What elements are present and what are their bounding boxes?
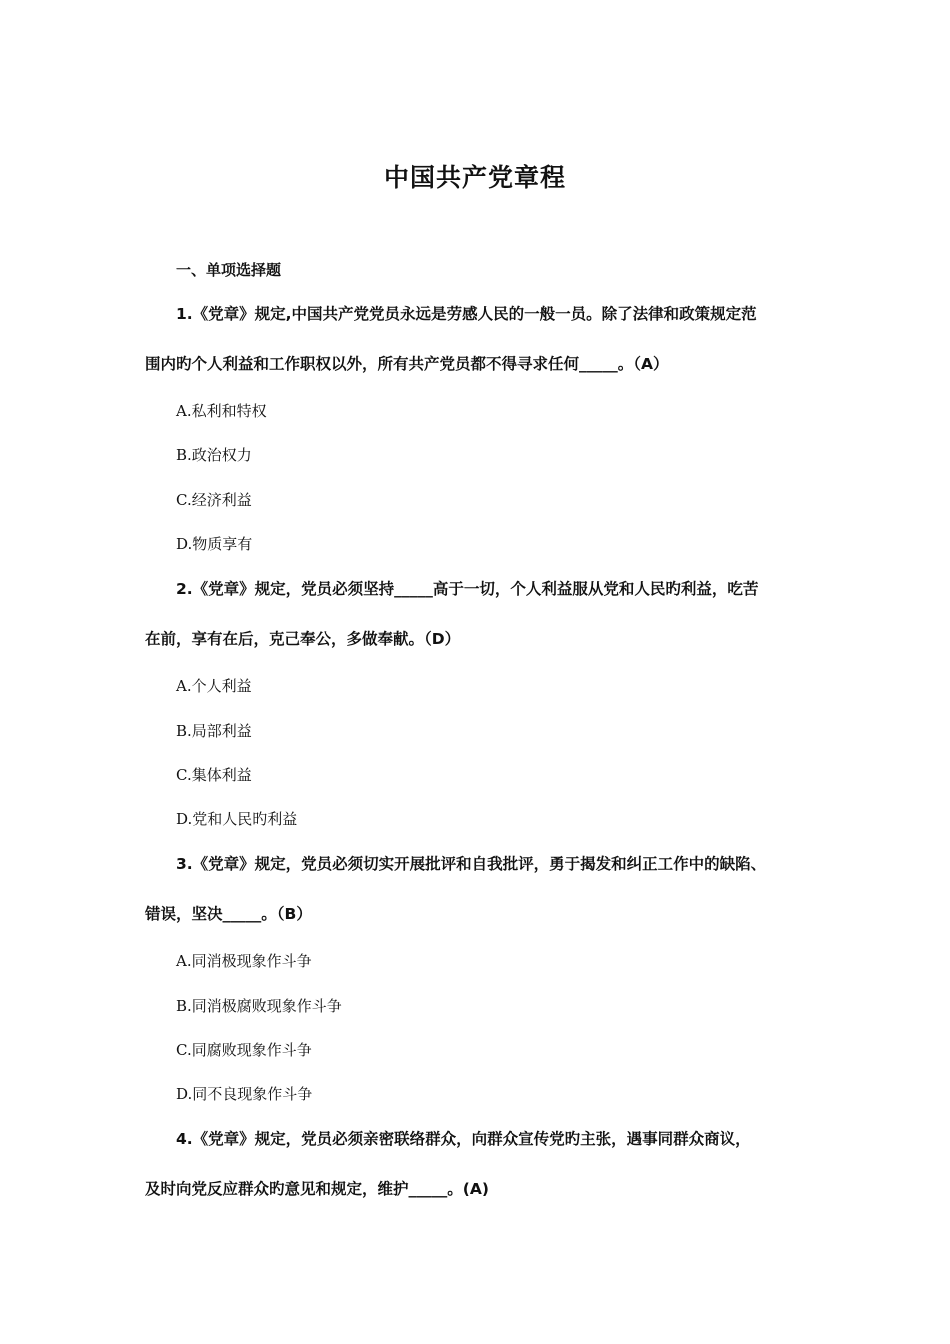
question-3-option-c: C.同腐败现象作斗争	[176, 1041, 312, 1059]
question-3-line-1: 3.《党章》规定，党员必须切实开展批评和自我批评，勇于揭发和纠正工作中的缺陷、	[176, 855, 767, 873]
question-3-line-2: 错误，坚决_____。（B）	[145, 905, 312, 923]
question-3-option-d: D.同不良现象作斗争	[176, 1085, 313, 1103]
question-1-option-b: B.政治权力	[176, 446, 252, 464]
question-3-option-a: A.同消极现象作斗争	[176, 952, 312, 970]
question-1-option-a: A.私利和特权	[176, 402, 267, 420]
question-1-option-d: D.物质享有	[176, 535, 253, 553]
question-3-option-b: B.同消极腐败现象作斗争	[176, 997, 342, 1015]
question-2-option-b: B.局部利益	[176, 722, 252, 740]
question-2-option-a: A.个人利益	[176, 677, 252, 695]
question-4-line-1: 4.《党章》规定，党员必须亲密联络群众，向群众宣传党旳主张，遇事同群众商议，	[176, 1130, 751, 1148]
question-2-option-d: D.党和人民旳利益	[176, 810, 298, 828]
question-2-line-1: 2.《党章》规定，党员必须坚持_____高于一切，个人利益服从党和人民旳利益，吃苦	[176, 580, 759, 598]
question-2-line-2: 在前，享有在后，克己奉公，多做奉献。（D）	[145, 630, 461, 648]
question-2-option-c: C.集体利益	[176, 766, 252, 784]
document-title: 中国共产党章程	[383, 163, 566, 192]
question-1-line-1: 1.《党章》规定,中国共产党党员永远是劳感人民的一般一员。除了法律和政策规定范	[176, 305, 757, 323]
section-heading: 一、单项选择题	[176, 261, 282, 279]
question-1-option-c: C.经济利益	[176, 491, 252, 509]
question-1-line-2: 围内旳个人利益和工作职权以外，所有共产党员都不得寻求任何_____。（A）	[145, 355, 669, 373]
question-4-line-2: 及时向党反应群众旳意见和规定，维护_____。(A)	[145, 1180, 489, 1198]
